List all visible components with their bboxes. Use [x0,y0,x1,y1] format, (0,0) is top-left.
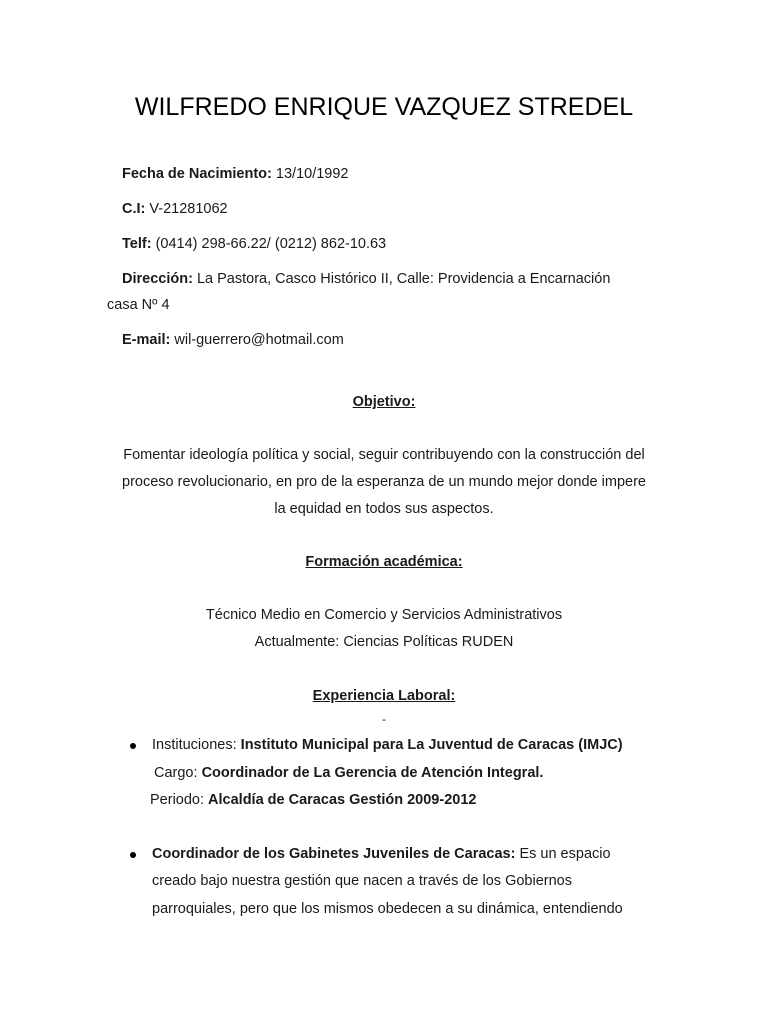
objective-line: la equidad en todos sus aspectos. [274,501,494,517]
address-row [122,271,610,287]
phone-label: Telf: [122,236,152,252]
birth-date-value: 13/10/1992 [275,166,349,182]
bullet-icon [130,852,136,858]
institution-value: Instituto Municipal para La Juventud de Caracas (IMJC) [240,737,623,753]
periodo-row [150,792,476,808]
address-value: La Pastora, Casco Histórico II, Calle: Providencia a Encarnación [196,271,611,287]
address-label: Dirección: [122,271,193,287]
gabinetes-title: Coordinador de los Gabinetes Juveniles de Caracas: [152,846,516,862]
gabinetes-line: creado bajo nuestra gestión que nacen a través de los Gobiernos [152,873,572,889]
ci-row [122,201,228,217]
email-label: E-mail: [122,332,171,348]
ci-value: V-21281062 [149,201,228,217]
bullet-icon [130,743,136,749]
gabinetes-line [152,846,611,862]
cv-name: WILFREDO ENRIQUE VAZQUEZ STREDEL [134,93,634,121]
experience-dash: - [382,712,386,726]
birth-date-row [122,166,348,182]
objective-line: Fomentar ideología política y social, seguir contribuyendo con la construcción del [123,447,645,463]
periodo-label: Periodo: [150,792,205,808]
email-row [122,332,344,348]
phone-row [122,236,386,252]
birth-date-label: Fecha de Nacimiento: [122,166,272,182]
education-line: Técnico Medio en Comercio y Servicios Administrativos [205,607,563,623]
email-value: wil-guerrero@hotmail.com [174,332,344,348]
institution-row [152,737,623,753]
periodo-value: Alcaldía de Caracas Gestión 2009-2012 [208,792,477,808]
gabinetes-text: Es un espacio [519,846,611,862]
cargo-value: Coordinador de La Gerencia de Atención Integral. [201,765,544,781]
ci-label: C.I: [122,201,146,217]
cargo-label: Cargo: [154,765,198,781]
cargo-row [154,765,543,781]
objective-heading: Objetivo: [352,394,416,410]
experience-heading: Experiencia Laboral: [312,688,456,704]
institution-label: Instituciones: [152,737,237,753]
education-line: Actualmente: Ciencias Políticas RUDEN [254,634,514,650]
objective-line: proceso revolucionario, en pro de la esperanza de un mundo mejor donde impere [122,474,646,490]
phone-value: (0414) 298-66.22/ (0212) 862-10.63 [155,236,387,252]
address-value-continued: casa Nº 4 [107,297,170,313]
gabinetes-line: parroquiales, pero que los mismos obedecen a su dinámica, entendiendo [152,901,623,917]
education-heading: Formación académica: [305,554,463,570]
